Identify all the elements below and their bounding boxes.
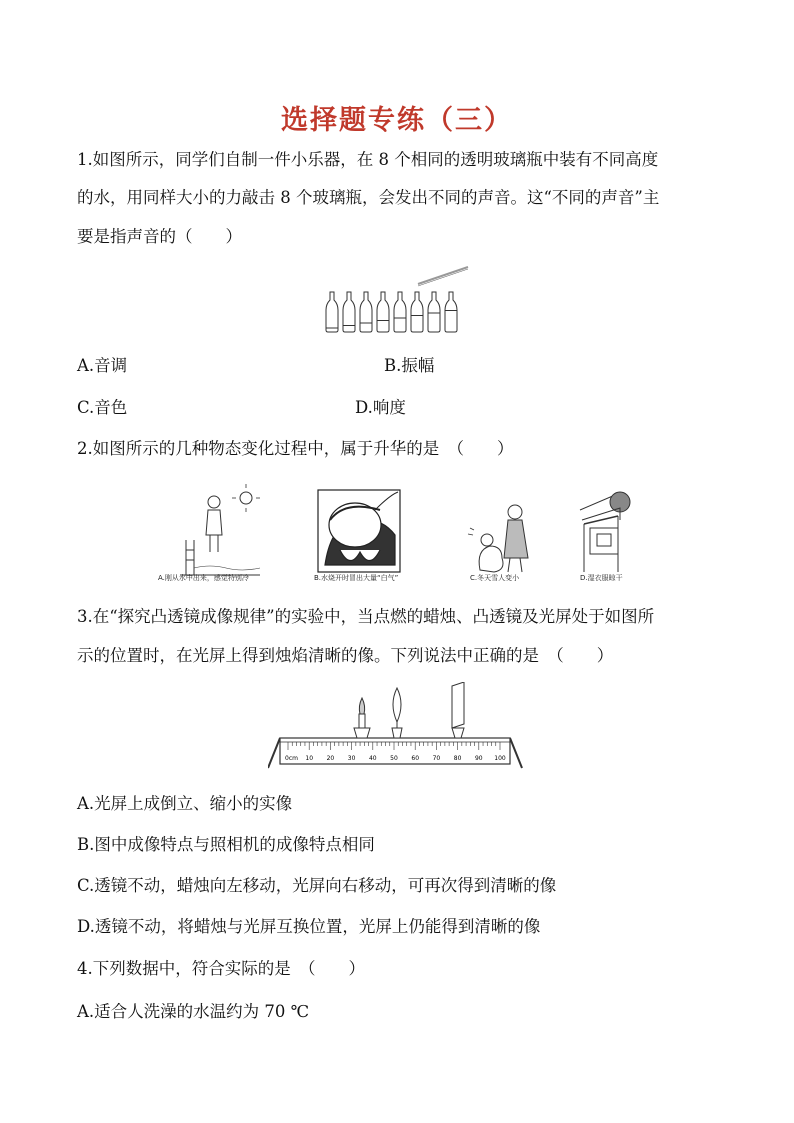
bottles-figure <box>318 262 478 336</box>
ruler-label: 20 <box>326 755 335 762</box>
glass-bottle <box>394 292 406 332</box>
light-screen <box>452 682 464 738</box>
q3-option-d[interactable]: D.透镜不动，将蜡烛与光屏互换位置，光屏上仍能得到清晰的像 <box>77 917 541 936</box>
glass-bottle <box>377 292 389 332</box>
q1-option-d[interactable]: D.响度 <box>355 398 406 417</box>
ruler-label: 10 <box>305 755 314 762</box>
convex-lens <box>392 688 402 738</box>
ruler-label: 40 <box>368 755 377 762</box>
q1-text-line-1: 1.如图所示，同学们自制一件小乐器，在 8 个相同的透明玻璃瓶中装有不同高度 <box>77 150 659 169</box>
glass-bottles <box>418 267 468 286</box>
q4-option-a[interactable]: A.适合人洗澡的水温约为 70 ℃ <box>77 1002 310 1021</box>
q3-option-b[interactable]: B.图中成像特点与照相机的成像特点相同 <box>77 835 375 854</box>
illustration-a-swimmer <box>180 484 260 575</box>
ruler-label: 60 <box>411 755 420 762</box>
ruler-label: 0cm <box>285 755 298 762</box>
ruler-label: 90 <box>474 755 483 762</box>
ruler-label: 50 <box>390 755 398 762</box>
caption-c: C.冬天雪人变小 <box>470 574 520 582</box>
glass-bottle <box>326 292 338 332</box>
q1-text-line-2: 的水，用同样大小的力敲击 8 个玻璃瓶，会发出不同的声音。这“不同的声音”主 <box>77 188 660 207</box>
q3-text-line-2: 示的位置时，在光屏上得到烛焰清晰的像。下列说法中正确的是 （ ） <box>77 646 614 665</box>
q1-option-c[interactable]: C.音色 <box>77 398 128 417</box>
caption-b: B.水烧开时冒出大量“白气” <box>314 574 399 582</box>
phase-change-figure <box>150 480 650 590</box>
optical-bench-figure <box>268 682 523 774</box>
q1-option-b[interactable]: B.振幅 <box>384 356 435 375</box>
ruler-label: 30 <box>347 755 356 762</box>
ruler-label: 70 <box>432 755 441 762</box>
q4-text-line-1: 4.下列数据中，符合实际的是 （ ） <box>77 959 365 978</box>
q3-option-c[interactable]: C.透镜不动，蜡烛向左移动，光屏向右移动，可再次得到清晰的像 <box>77 876 557 895</box>
candle <box>354 698 370 738</box>
q2-text-line-1: 2.如图所示的几种物态变化过程中，属于升华的是 （ ） <box>77 439 514 458</box>
illustration-d-clothes <box>580 492 630 572</box>
q3-option-a[interactable]: A.光屏上成倒立、缩小的实像 <box>77 794 293 813</box>
glass-bottle <box>445 292 457 332</box>
glass-bottle <box>428 292 440 332</box>
page-title: 选择题专练（三） <box>281 105 513 136</box>
illustration-b-kettle <box>318 490 400 572</box>
ruler-label: 80 <box>453 755 462 762</box>
q1-option-a[interactable]: A.音调 <box>77 356 128 375</box>
caption-a: A.刚从水中出来，感觉特别冷 <box>158 574 249 582</box>
illustration-c-snowman <box>468 505 528 572</box>
ruler-label: 100 <box>494 755 506 762</box>
q1-text-line-3: 要是指声音的（ ） <box>77 227 242 246</box>
caption-d: D.湿衣服晾干 <box>580 574 623 582</box>
q3-text-line-1: 3.在“探究凸透镜成像规律”的实验中，当点燃的蜡烛、凸透镜及光屏处于如图所 <box>77 607 655 626</box>
glass-bottle <box>411 292 423 332</box>
glass-bottle <box>360 292 372 332</box>
